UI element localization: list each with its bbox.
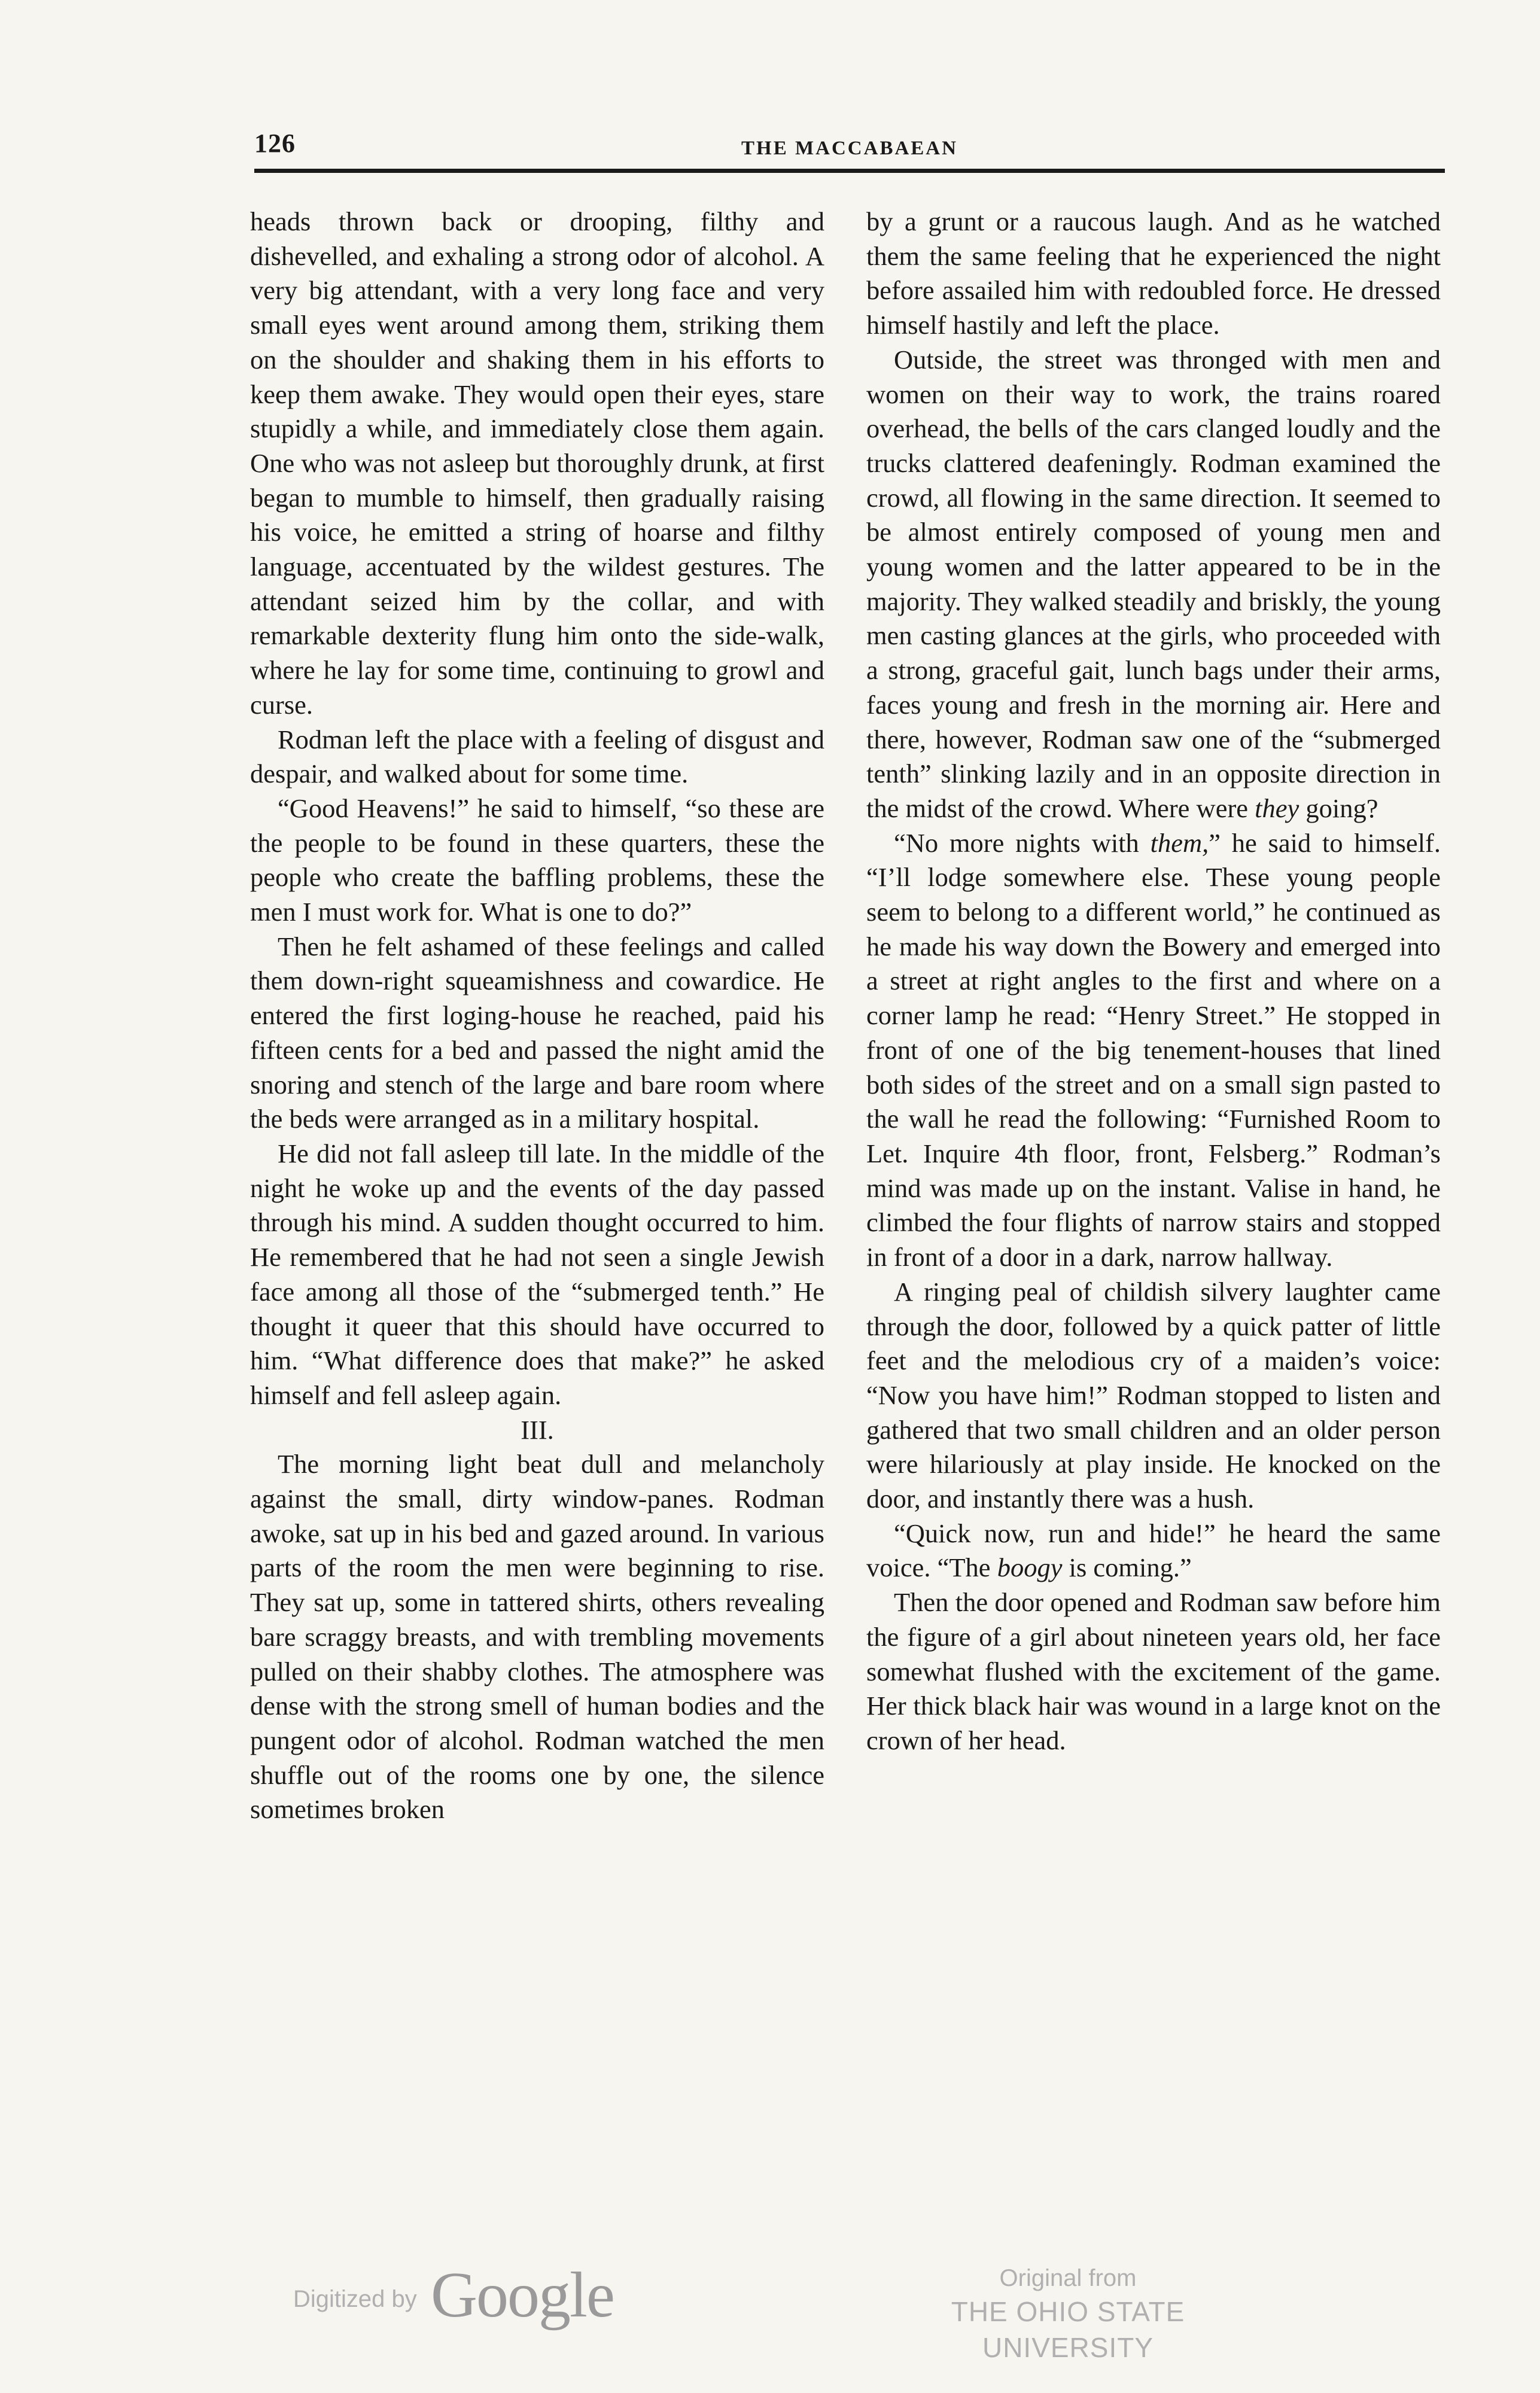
page-header (254, 126, 1445, 168)
italic-word: they (1255, 793, 1299, 823)
original-from-text: Original from (999, 2265, 1137, 2291)
original-source-watermark (862, 2263, 1274, 2365)
google-logo: Google (431, 2260, 614, 2331)
digitized-by-watermark (293, 2258, 628, 2330)
paragraph: Then the door opened and Rodman saw before him the figure of a girl about nineteen years old, her face somewhat flushed with the excitement of the game. Her thick black hair was wound in a large knot on the crown of her head. (866, 1587, 1441, 1755)
page-number: 126 (254, 129, 296, 158)
section-heading: III. (521, 1414, 554, 1445)
paragraph-text: is coming.” (1062, 1552, 1192, 1583)
paragraph-text: “Quick now, run and hide!” he heard the same voice. “The (866, 1518, 1441, 1583)
italic-word: them, (1150, 827, 1209, 858)
paragraph (866, 343, 1441, 826)
paragraph-text: ” he said to himself. “I’ll lodge somewhere else. These young people seem to belong to a different world,” he continued as he made his way down the Bowery and emerged into a street at right angles to the first and where on a corner lamp he read: “Henry Street.” He stopped in front of one of the big tenement-houses that lined both sides of the street and on a small sign pasted to the wall he read the following: “Furnished Room to Let. Inquire 4th floor, front, Felsberg.” Rodman’s mind was made up on the instant. Valise in hand, he climbed the four flights of narrow stairs and stopped in front of a door in a dark, narrow hallway. (866, 827, 1441, 1272)
paragraph (866, 1517, 1441, 1585)
digitized-by-text: Digitized by (293, 2286, 417, 2312)
paragraph (866, 826, 1441, 1275)
paragraph: Rodman left the place with a feeling of disgust and despair, and walked about for some time. (250, 724, 824, 789)
left-column (250, 205, 824, 2179)
journal-title: THE MACCABAEAN (741, 138, 958, 159)
italic-word: boogy (997, 1552, 1063, 1583)
paragraph: Then he felt ashamed of these feelings and called them down-right squeamishness and cowardice. He entered the first loging-house he reached, paid his fifteen cents for a bed and passed the night amid the snoring and stench of the large and bare room where the beds were arranged as in a military hospital. (250, 931, 824, 1134)
paragraph: The morning light beat dull and melancholy against the small, dirty window-panes. Rodman awoke, sat up in his bed and gazed around. In various parts of the room the men were beginning to rise. They sat up, some in tattered shirts, others revealing bare scraggy breasts, and with trembling movements pulled on their shabby clothes. The atmosphere was dense with the strong smell of human bodies and the pungent odor of alcohol. Rodman watched the men shuffle out of the rooms one by one, the silence sometimes broken (250, 1449, 824, 1825)
paragraph: by a grunt or a raucous laugh. And as he watched them the same feeling that he experienced the night before assailed him with redoubled force. He dressed himself hastily and left the place. (866, 206, 1441, 340)
paragraph-text: Outside, the street was thronged with men and women on their way to work, the trains roared overhead, the bells of the cars clanged loudly and the trucks clattered deafeningly. Rodman examined the crowd, all flowing in the same direction. It seemed to be almost entirely composed of young men and young women and the latter appeared to be in the majority. They walked steadily and briskly, the young men casting glances at the girls, who proceeded with a strong, graceful gait, lunch bags under their arms, faces young and fresh in the morning air. Here and there, however, Rodman saw one of the “submerged tenth” slinking lazily and in an opposite direction in the midst of the crowd. Where were (866, 344, 1441, 823)
paragraph-text: going? (1299, 793, 1378, 823)
paragraph: A ringing peal of childish silvery laughter came through the door, followed by a quick patter of little feet and the melodious cry of a maiden’s voice: “Now you have him!” Rodman stopped to listen and gathered that two small children and an older person were hilariously at play inside. He knocked on the door, and instantly there was a hush. (866, 1276, 1441, 1514)
institution-name: THE OHIO STATE UNIVERSITY (951, 2296, 1185, 2363)
right-column (866, 205, 1441, 2179)
paragraph: “Good Heavens!” he said to himself, “so these are the people to be found in these quarters, these the people who create the baffling problems, these the men I must work for. What is one to do?” (250, 793, 824, 927)
paragraph: heads thrown back or drooping, filthy and dishevelled, and exhaling a strong odor of alcohol. A very big attendant, with a very long face and very small eyes went around among them, striking them on the shoulder and shaking them in his efforts to keep them awake. They would open their eyes, stare stupidly a while, and immediately close them again. One who was not asleep but thoroughly drunk, at first began to mumble to himself, then gradually raising his voice, he emitted a string of hoarse and filthy language, accentuated by the wildest gestures. The attendant seized him by the collar, and with remarkable dexterity flung him onto the side-walk, where he lay for some time, continuing to growl and curse. (250, 206, 824, 720)
header-rule (254, 169, 1445, 173)
paragraph: He did not fall asleep till late. In the middle of the night he woke up and the events of the day passed through his mind. A sudden thought occurred to him. He remembered that he had not seen a single Jewish face among all those of the “submerged tenth.” He thought it queer that this should have occurred to him. “What difference does that make?” he asked himself and fell asleep again. (250, 1138, 824, 1410)
paragraph-text: “No more nights with (894, 827, 1151, 858)
